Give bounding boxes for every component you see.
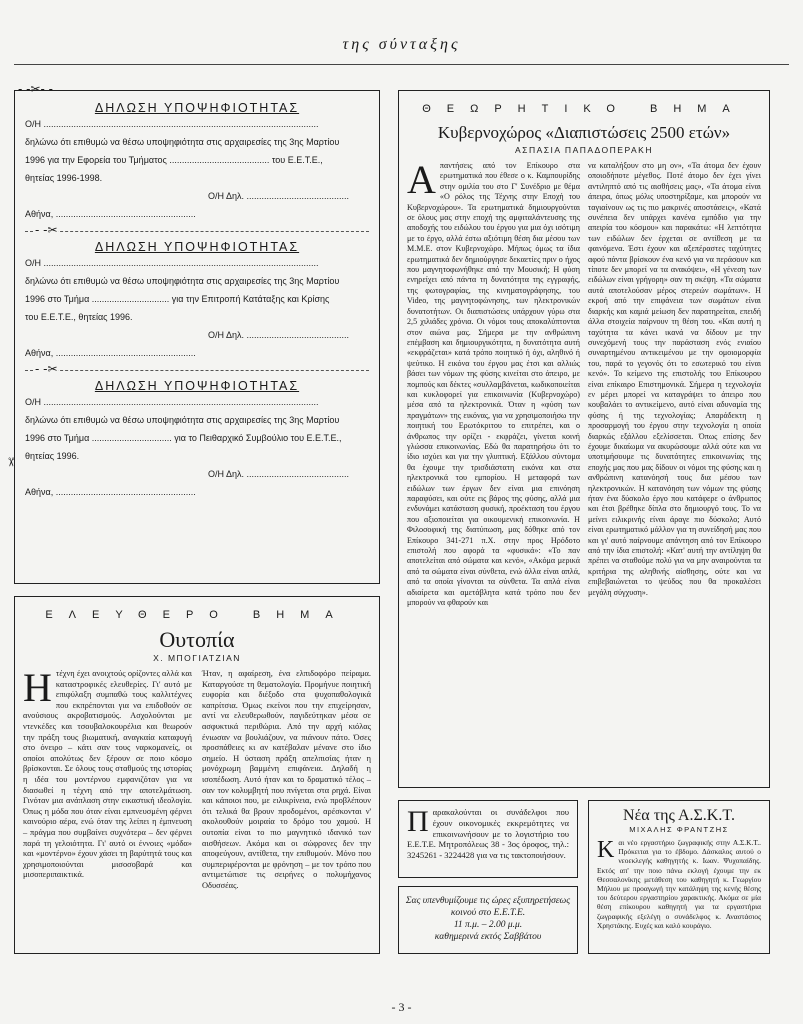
article-column-1	[407, 157, 580, 608]
cut-line	[25, 223, 369, 237]
theoretical-tribune-box	[398, 90, 770, 788]
news-body: αι νέο εργαστήριο ζωγραφικής στην Α.Σ.Κ.Τ.. Πρόκειται για το έβδομο. Δάσκαλος αυτού ο νεοεκλεγής καθηγητής κ. Ιωαν. Ψυχοπαίδης. Εκτός απ' την ποιο πάνω εκλογή έχουμε την εκ Θεσσαλονίκης μετάθεση του καθηγητή κ. Γεωργίου Μήλιου με προαγωγή την κατάληψη της κενής θέσης του δεύτερου εργαστηρίου χαρακτικής. Ακόμα σε μία θέση επίκουρου καθηγητή για τα εργαστήρια ζωγραφικής εξελέγη ο συνάδελφος κ. Αναστάσιος Χρηστάκης. Ευχές και καλό κουράγιο.	[597, 838, 761, 930]
reminder-line: Σας υπενθυμίζουμε τις ώρες εξυπηρετήσεως κοινού στο Ε.Ε.Τ.Ε.	[405, 896, 571, 918]
article-column-2: να καταλήξουν στο μη ον», «Τα άτομα δεν έχουν οποιοδήποτε μέγεθος. Ποτέ άτομο δεν έχει γίνει αντιληπτό από τις αισθήσεις μας», «Τα άτομα είναι άπειρα, όπως μόλις υποστηρίξαμε, και μπορούν να ταγιαίνουν ως τις πιο μακρινές αποστάσεις», «Κατά συνέπεια δεν υπάρχει κανένα εμπόδιο για την απειρία του κόσμου» και παρακάτω: «Η λεπτότητα των ειδώλων δεν έρχεται σε αντίθεση με τα φαινόμενα. Έστι έχουν και αξεπέραστες ταχύτητες αφού πάντα βρίσκουν ένα κενό για να περάσουν και τίποτε δεν μπορεί να τα ανακόψει», «Η γένεση των ειδώλων είναι γρήγορη» σαν τη σκέψη. «Τα σώματα αυτά αποτελούσαν μέρος στερεών σωμάτων». Η εκροή από την επιφάνεια των σωμάτων είναι διαρκής και καμιά μείωση δεν παρατηρείται, επειδή άλλα στοιχεία παίρνουν τη θέση του. «Και αυτή η ταχύτητα τα κάνει ικανά να δίδουν με την συνεχόμενή τους την παράσταση ενός ενιαίου συναρτημένου αντικειμένου με την ομοιομορφία του, παρά το γεγονός ότι το εσωτερικό του είναι κενό». Το κείμενο της επιστολής του Επίκουρου είναι επίκαιρο Επιστημονικά. Σήμερα η τεχνολογία εν μέρει μπορεί να καταγράψει το άπειρο που κουβαλάει το αντικείμενο, αυτό είναι αδυναμία της φύσης ή της τεχνολογίας; Απαράδεκτη η προσαρμογή του έργου στην τεχνολογία η οποία διαρκώς εξάλλου εξελίσσεται. Όπως επίσης δεν έχουμε δικαίωμα να ακυρώσουμε αλλά ούτε και να υποτιμήσουμε τις δυνατότητες επικοινωνίας της εποχής μας που μας δίδουν οι νόμοι της φύσης και η ανθρώπινη κατανόησή τους δια μέσου των ηλεκτρονικών. Η κατανόηση των νόμων της φύσης ήταν ένα δύσκολο έργο που κατάφερε ο άνθρωπος και έτσι βρέθηκε δίπλα στο δημιουργό τους. Το να μείνει ειλικρινής είναι άραγε πιο δύσκολο; Αυτό είναι ερωτηματικό μάλλον για τη συνείδησή μας που και γι' αυτό παίρνουμε απάντηση από τον Επίκουρο από την ίδια επιστολή: «Κατ' αυτή την αντίληψη θα πρέπει να σταθούμε πολύ για να μην αναιρούνται τα κριτήρια της αληθινής αίσθησης, ούτε και να επιβεβαιώνεται το ψεύδος που θα προκαλέσει μεγάλη σύγχυση».	[588, 161, 761, 597]
name-field[interactable]: Ο/Η ..............................................................................................................	[25, 258, 319, 268]
news-author: ΜΙΧΑΛΗΣ ΦΡΑΝΤΖΗΣ	[629, 825, 729, 834]
reminder-box	[398, 886, 578, 954]
declaration-title: ΔΗΛΩΣΗ ΥΠΟΨΗΦΙΟΤΗΤΑΣ	[94, 379, 300, 393]
name-field[interactable]: Ο/Η ..............................................................................................................	[25, 397, 319, 407]
scissors-icon: ✂	[4, 456, 19, 468]
date-field[interactable]: Αθήνα, ........................................................	[25, 487, 196, 497]
page-number: - 3 -	[391, 1000, 412, 1014]
scissors-icon: - -✂	[35, 362, 58, 376]
free-tribune-box	[14, 596, 380, 954]
date-field[interactable]: Αθήνα, ........................................................	[25, 348, 196, 358]
signature-field[interactable]: Ο/Η Δηλ. .........................................	[207, 469, 349, 479]
news-text	[597, 838, 761, 930]
declaration-text: δηλώνω ότι επιθυμώ να θέσω υποψηφιότητα στις αρχαιρεσίες της 3ης Μαρτίου	[25, 276, 340, 286]
article-body	[407, 157, 761, 608]
dropcap: Η	[23, 665, 52, 710]
column-text: παντήσεις από τον Επίκουρο στα ερωτηματικά που έθεσε ο κ. Καμπουρίδης στην ομιλία του στο Γ' Συνέδριο με θέμα «Ο ρόλος της Τέχνης στην Εποχή του Κυβερνοχώρου». Τα ερωτηματικά δημιουργούνται σε όλους μας στην εποχή της αμφιταλάντευσης της αποδοχής του ειδώλου του έργου για μια όχι ισότιμη με το έργο, αλλά έστω αξιότιμη θέση δια μέσου των Μ.Μ.Ε. στον Κυβερνοχώρο. Μήπως όμως τα ίδια ερωτηματικά δεν δημιούργησε δεκαετίες πριν ο ήχος που μαγνητοφωνήθηκε από την Μουσική; Η φύση ενηρείχει από πάντα τη δυνατότητα της εγγραφής, της φωτογραφίας, της κινηματογράφησης, του Video, της μαγνητοφώνησης, των ηλεκτρονικών δυνατοτήτων. Οι διαπιστώσεις υπάρχουν γύρω στα 2,5 χιλιάδες χρόνια. Οι νόμοι τους αποκαλύπτονται στον αιώνα μας. Σήμερα με την ανθρώπινη επέμβαση και δημιουργικότητα, η δυνατότητα αυτή «εκφράζεται» κατά τρόπο ποιητικό ή όχι, αληθινό ή ψεύτικο. Η εικόνα του έργου μας έτσι και αλλιώς βάσει των νόμων της φύσης κινείται στο άπειρο, με πομπούς και δέκτες «συλλαμβάνεται, κωδικοποιείται και κυκλοφορεί για επικοινωνία (Κυβερνοχώρο) μέσα από τα ηλεκτρονικά. Όταν η «φύση των πραγμάτων» της εικόνας, για να χρησιμοποιήσω την ποιητική του Ερωτόκριτου το επιτρέπει, και ο άνθρωπος την ορίζει - εκφράζει, γίνεται κοινή γλώσσα επικοινωνίας. Εδώ θα παρατηρήσω ότι το ίδιο ισχύει και για την γλυπτική. Εξάλλου σύντομα θα έχουμε την τρισδιάστατη εικόνα και στα ηλεκτρονικά του εμπορίου. Η μεταφορά των ειδώλων των έργων δεν είναι μια επινόηση παραφύσει, και ούτε εις βάρος της φύσης, αλλά μια ενδυνάμει κατάσταση φυσική, προέκταση του έργου που αξιοποιείται για οικουμενική επικοινωνία. Η Φιλοσοφική της διατύπωση, μας δόθηκε από τον Επίκουρο 341-271 π.Χ. στην προς Ηρόδοτο επιστολή που αφορά τα «φυσικά»: «Το παν αποτελείται από σώματα και κενό», «Ακόμα μερικά από τα σώματα είναι σύνθετα, ενώ άλλα είναι απλά, από τα οποία γίνονται τα σύνθετα. Τα απλά είναι αδιαίρετα και αμετάβλητα κατά τρόπο που δεν μπορούν να φθαρούν και	[407, 161, 580, 608]
declaration-title: ΔΗΛΩΣΗ ΥΠΟΨΗΦΙΟΤΗΤΑΣ	[94, 101, 300, 115]
notice-text	[407, 807, 569, 861]
signature-field[interactable]: Ο/Η Δηλ. .........................................	[207, 191, 349, 201]
article-author: ΑΣΠΑΣΙΑ ΠΑΠΑΔΟΠΕΡΑΚΗ	[515, 145, 653, 155]
declaration-title: ΔΗΛΩΣΗ ΥΠΟΨΗΦΙΟΤΗΤΑΣ	[94, 240, 300, 254]
header-rule	[14, 64, 789, 65]
article-author: Χ. ΜΠΟΓΙΑΤΖΙΑΝ	[153, 653, 241, 663]
declarations-box	[14, 90, 380, 584]
article-column-2: Ήταν, η αφαίρεση, ένα ελπιδοφόρο πείραμα. Καταργούσε τη θεματολογία. Προμήνυε ποιητική ευφορία και διέξοδο στα ψυχοπαθολογικά καπρίτσια. Όμως εκείνοι που την επιχείρησαν, αντί να ελευθερωθούν, παγιδεύτηκαν μέσα σε ασφυκτικά περιθώρια. Από την αρχή κιόλας ένιωσαν να βουλιάζουν, να πιάνουν πάτο. Όσες προσπάθειες κι αν κατέβαλαν μένανε στο ίδιο σημείο. Η ύσταση πράξη απελπισίας ήταν η μονόχρωμη βαμμένη επιφάνεια. Δηλαδή η ισοπέδωση. Αυτό ήταν και το δραματικό τέλος – σαν τον κολυμβητή που πνίγεται στα ρηχά. Είναι και κάποιοι που, με ειλικρίνεια, ενώ προβλέπουν ότι τελικά θα βρουν προδομένοι, αρέσκονται ν' ακολουθούν μοιραία το δρόμο του χαμού. Η ουτοπία είναι το πιο μαγνητικό ιδανικό των αισθήσεων. Ακόμα και οι σώφρονες δεν την αποφεύγουν, αντίθετα, την επιθυμούν. Μόνο που συμπεριφέρονται με φρόνηση – με τον τρόπο που αντιμετώπισε τις σειρήνες ο πολυμήχανος Οδυσσέας.	[202, 669, 371, 890]
page-header-title: της σύνταξης	[342, 36, 461, 53]
news-box	[588, 800, 770, 954]
department-field[interactable]: 1996 στο Τμήμα ................................ για το Πειθαρχικό Συμβούλιο του Ε.Ε.Τ.Ε.,	[25, 433, 342, 443]
column-text: τέχνη έχει ανοιχτούς ορίζοντες αλλά και καταστροφικές ελευθερίες. Γι' αυτό με επιφύλαξη συμπαθώ τους καλλιτέχνες που εκπρέπονται για να επιδοθούν σε ανούσιους ακροβατισμούς. Ασχολούνται με ντενκέδες και τσουβαλοκουρέλια και θεωρούν την πράξη τους βιωματική, αναγκαία καταφυγή στο όνειρο – κάτι σαν τους ναρκομανείς, οι οποίοι απολύτως δεν ξέρουν σε ποιο κόσμο βρίσκονται. Σε όλους τους σταθμούς της ιστορίας η ιδέα του μοντέρνου εμφανιζόταν για να διασωθεί η τέχνη από την αποτελμάτωση. Γινόταν μια ανάπλαση στην εικαστική ιδεολογία. Όπως η μόδα που όταν είναι εμπνευσμένη φέρνει καινούριο αέρα, ενώ όταν της λείπει η έμπνευση – πράγμα που συμβαίνει συχνότερα – δεν φέρνει παρά τη γελοιότητα. Γι' αυτό οι έννοιες «μόδα» και «μοντέρνο» έχουν χάσει τη βαρύτητά τους και χρησιμοποιούνται μισοσοβαρά και μισοπεριπαικτικά.	[23, 669, 192, 880]
declaration-text: δηλώνω ότι επιθυμώ να θέσω υποψηφιότητα στις αρχαιρεσίες της 3ης Μαρτίου	[25, 415, 340, 425]
article-title: Κυβερνοχώρος «Διαπιστώσεις 2500 ετών»	[437, 123, 731, 142]
signature-field[interactable]: Ο/Η Δηλ. .........................................	[207, 330, 349, 340]
declaration-3	[25, 379, 369, 501]
reminder-days: καθημερινά εκτός Σαββάτου	[434, 932, 542, 942]
section-label: ΕΛΕΥΘΕΡΟ ΒΗΜΑ	[45, 609, 349, 621]
dropcap: Κ	[597, 837, 615, 863]
cut-line	[25, 362, 369, 376]
term-text: θητείας 1996-1998.	[25, 173, 103, 183]
term-text: του Ε.Ε.Τ.Ε., θητείας 1996.	[25, 312, 133, 322]
department-field[interactable]: 1996 στο Τμήμα ............................... για την Επιτροπή Κατάταξης και Κρίσης	[25, 294, 330, 304]
dropcap: Α	[407, 157, 436, 202]
section-label: ΘΕΩΡΗΤΙΚΟ ΒΗΜΑ	[422, 103, 746, 115]
name-field[interactable]: Ο/Η ..............................................................................................................	[25, 119, 319, 129]
department-field[interactable]: 1996 για την Εφορεία του Τμήματος ........................................ του Ε.Ε.Τ.Ε.,	[25, 155, 323, 165]
article-column-1	[23, 665, 192, 891]
term-text: θητείας 1996.	[25, 451, 80, 461]
notice-body: αρακαλούνται οι συνάδελφοι που έχουν οικονομικές εκκρεμότητες να επικοινωνήσουν με το λογιστήριο του Ε.Ε.Τ.Ε. Μητροπόλεως 38 - 3ος όροφος, τηλ.: 3245261 - 3224428 για να τις τακτοποιήσουν.	[407, 807, 569, 861]
scissors-icon: - -✂	[35, 223, 58, 237]
dropcap: Π	[407, 805, 429, 838]
declaration-1	[25, 101, 369, 223]
reminder-hours: 11 π.μ. – 2.00 μ.μ.	[453, 920, 523, 930]
scissors-icon: - -✂- -	[18, 82, 54, 96]
article-title: Ουτοπία	[159, 627, 235, 652]
date-field[interactable]: Αθήνα, ........................................................	[25, 209, 196, 219]
news-title: Νέα της Α.Σ.Κ.Τ.	[623, 807, 735, 824]
article-body	[23, 665, 371, 891]
declaration-text: δηλώνω ότι επιθυμώ να θέσω υποψηφιότητα στις αρχαιρεσίες της 3ης Μαρτίου	[25, 137, 340, 147]
notice-box	[398, 800, 578, 878]
declaration-2	[25, 240, 369, 362]
